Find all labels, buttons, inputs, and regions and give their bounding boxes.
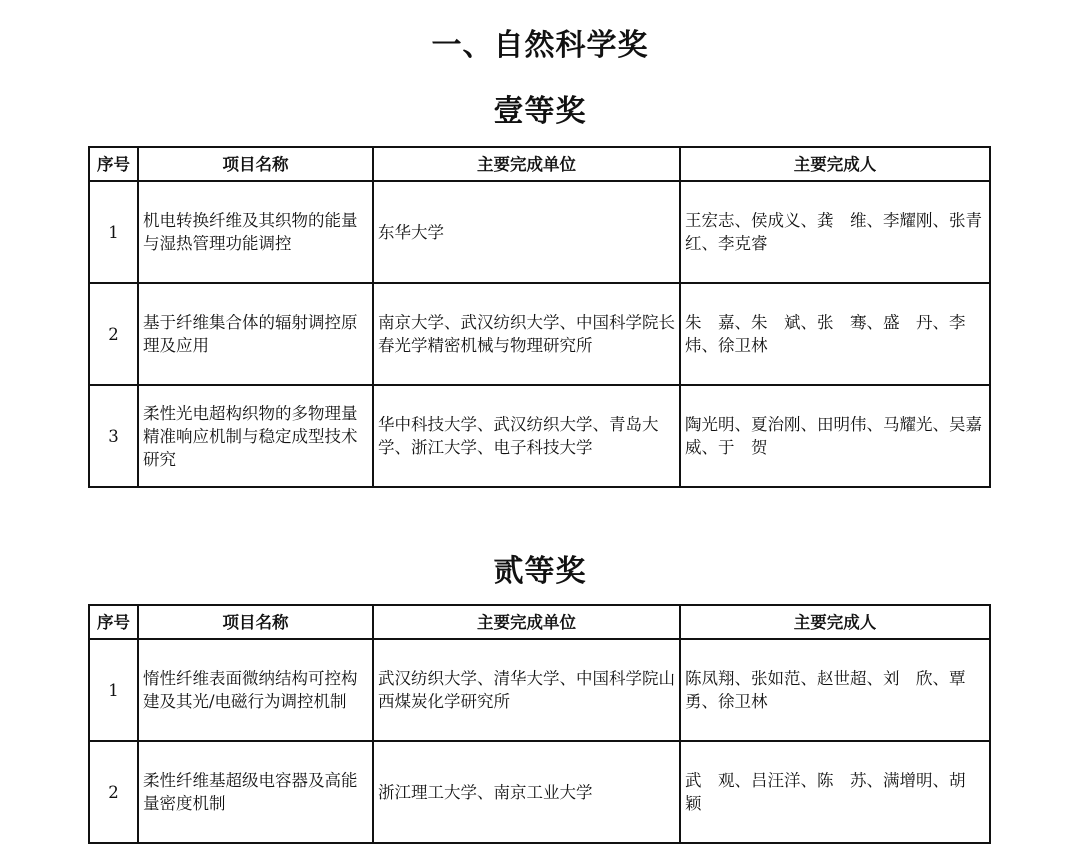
project-name: 柔性光电超构织物的多物理量精准响应机制与稳定成型技术研究 bbox=[138, 385, 373, 487]
completion-units: 南京大学、武汉纺织大学、中国科学院长春光学精密机械与物理研究所 bbox=[373, 283, 680, 385]
completion-persons: 陈凤翔、张如范、赵世超、刘 欣、覃 勇、徐卫林 bbox=[680, 639, 990, 741]
column-header-units: 主要完成单位 bbox=[373, 605, 680, 639]
second-prize-table bbox=[88, 604, 991, 844]
row-number: 1 bbox=[89, 181, 138, 283]
column-header-no: 序号 bbox=[89, 147, 138, 181]
table-row bbox=[89, 181, 990, 283]
column-header-persons: 主要完成人 bbox=[680, 147, 990, 181]
column-header-no: 序号 bbox=[89, 605, 138, 639]
row-number: 2 bbox=[89, 283, 138, 385]
table-row bbox=[89, 283, 990, 385]
column-header-persons: 主要完成人 bbox=[680, 605, 990, 639]
row-number: 2 bbox=[89, 741, 138, 843]
table-row bbox=[89, 741, 990, 843]
page-title: 一、自然科学奖 bbox=[431, 28, 649, 63]
section-title-first-prize: 壹等奖 bbox=[493, 94, 587, 129]
completion-units: 浙江理工大学、南京工业大学 bbox=[373, 741, 680, 843]
completion-persons: 王宏志、侯成义、龚 维、李耀刚、张青红、李克睿 bbox=[680, 181, 990, 283]
completion-units: 武汉纺织大学、清华大学、中国科学院山西煤炭化学研究所 bbox=[373, 639, 680, 741]
project-name: 惰性纤维表面微纳结构可控构建及其光/电磁行为调控机制 bbox=[138, 639, 373, 741]
completion-units: 东华大学 bbox=[373, 181, 680, 283]
project-name: 柔性纤维基超级电容器及高能量密度机制 bbox=[138, 741, 373, 843]
row-number: 3 bbox=[89, 385, 138, 487]
completion-persons: 陶光明、夏治刚、田明伟、马耀光、吴嘉威、于 贺 bbox=[680, 385, 990, 487]
project-name: 基于纤维集合体的辐射调控原理及应用 bbox=[138, 283, 373, 385]
column-header-units: 主要完成单位 bbox=[373, 147, 680, 181]
first-prize-table bbox=[88, 146, 991, 488]
completion-persons: 武 观、吕汪洋、陈 苏、满增明、胡 颖 bbox=[680, 741, 990, 843]
table-row bbox=[89, 385, 990, 487]
table-header-row bbox=[89, 605, 990, 639]
table-header-row bbox=[89, 147, 990, 181]
completion-persons: 朱 嘉、朱 斌、张 骞、盛 丹、李 炜、徐卫林 bbox=[680, 283, 990, 385]
row-number: 1 bbox=[89, 639, 138, 741]
section-title-second-prize: 贰等奖 bbox=[493, 554, 587, 589]
completion-units: 华中科技大学、武汉纺织大学、青岛大学、浙江大学、电子科技大学 bbox=[373, 385, 680, 487]
column-header-name: 项目名称 bbox=[138, 605, 373, 639]
table-row bbox=[89, 639, 990, 741]
column-header-name: 项目名称 bbox=[138, 147, 373, 181]
project-name: 机电转换纤维及其织物的能量与湿热管理功能调控 bbox=[138, 181, 373, 283]
